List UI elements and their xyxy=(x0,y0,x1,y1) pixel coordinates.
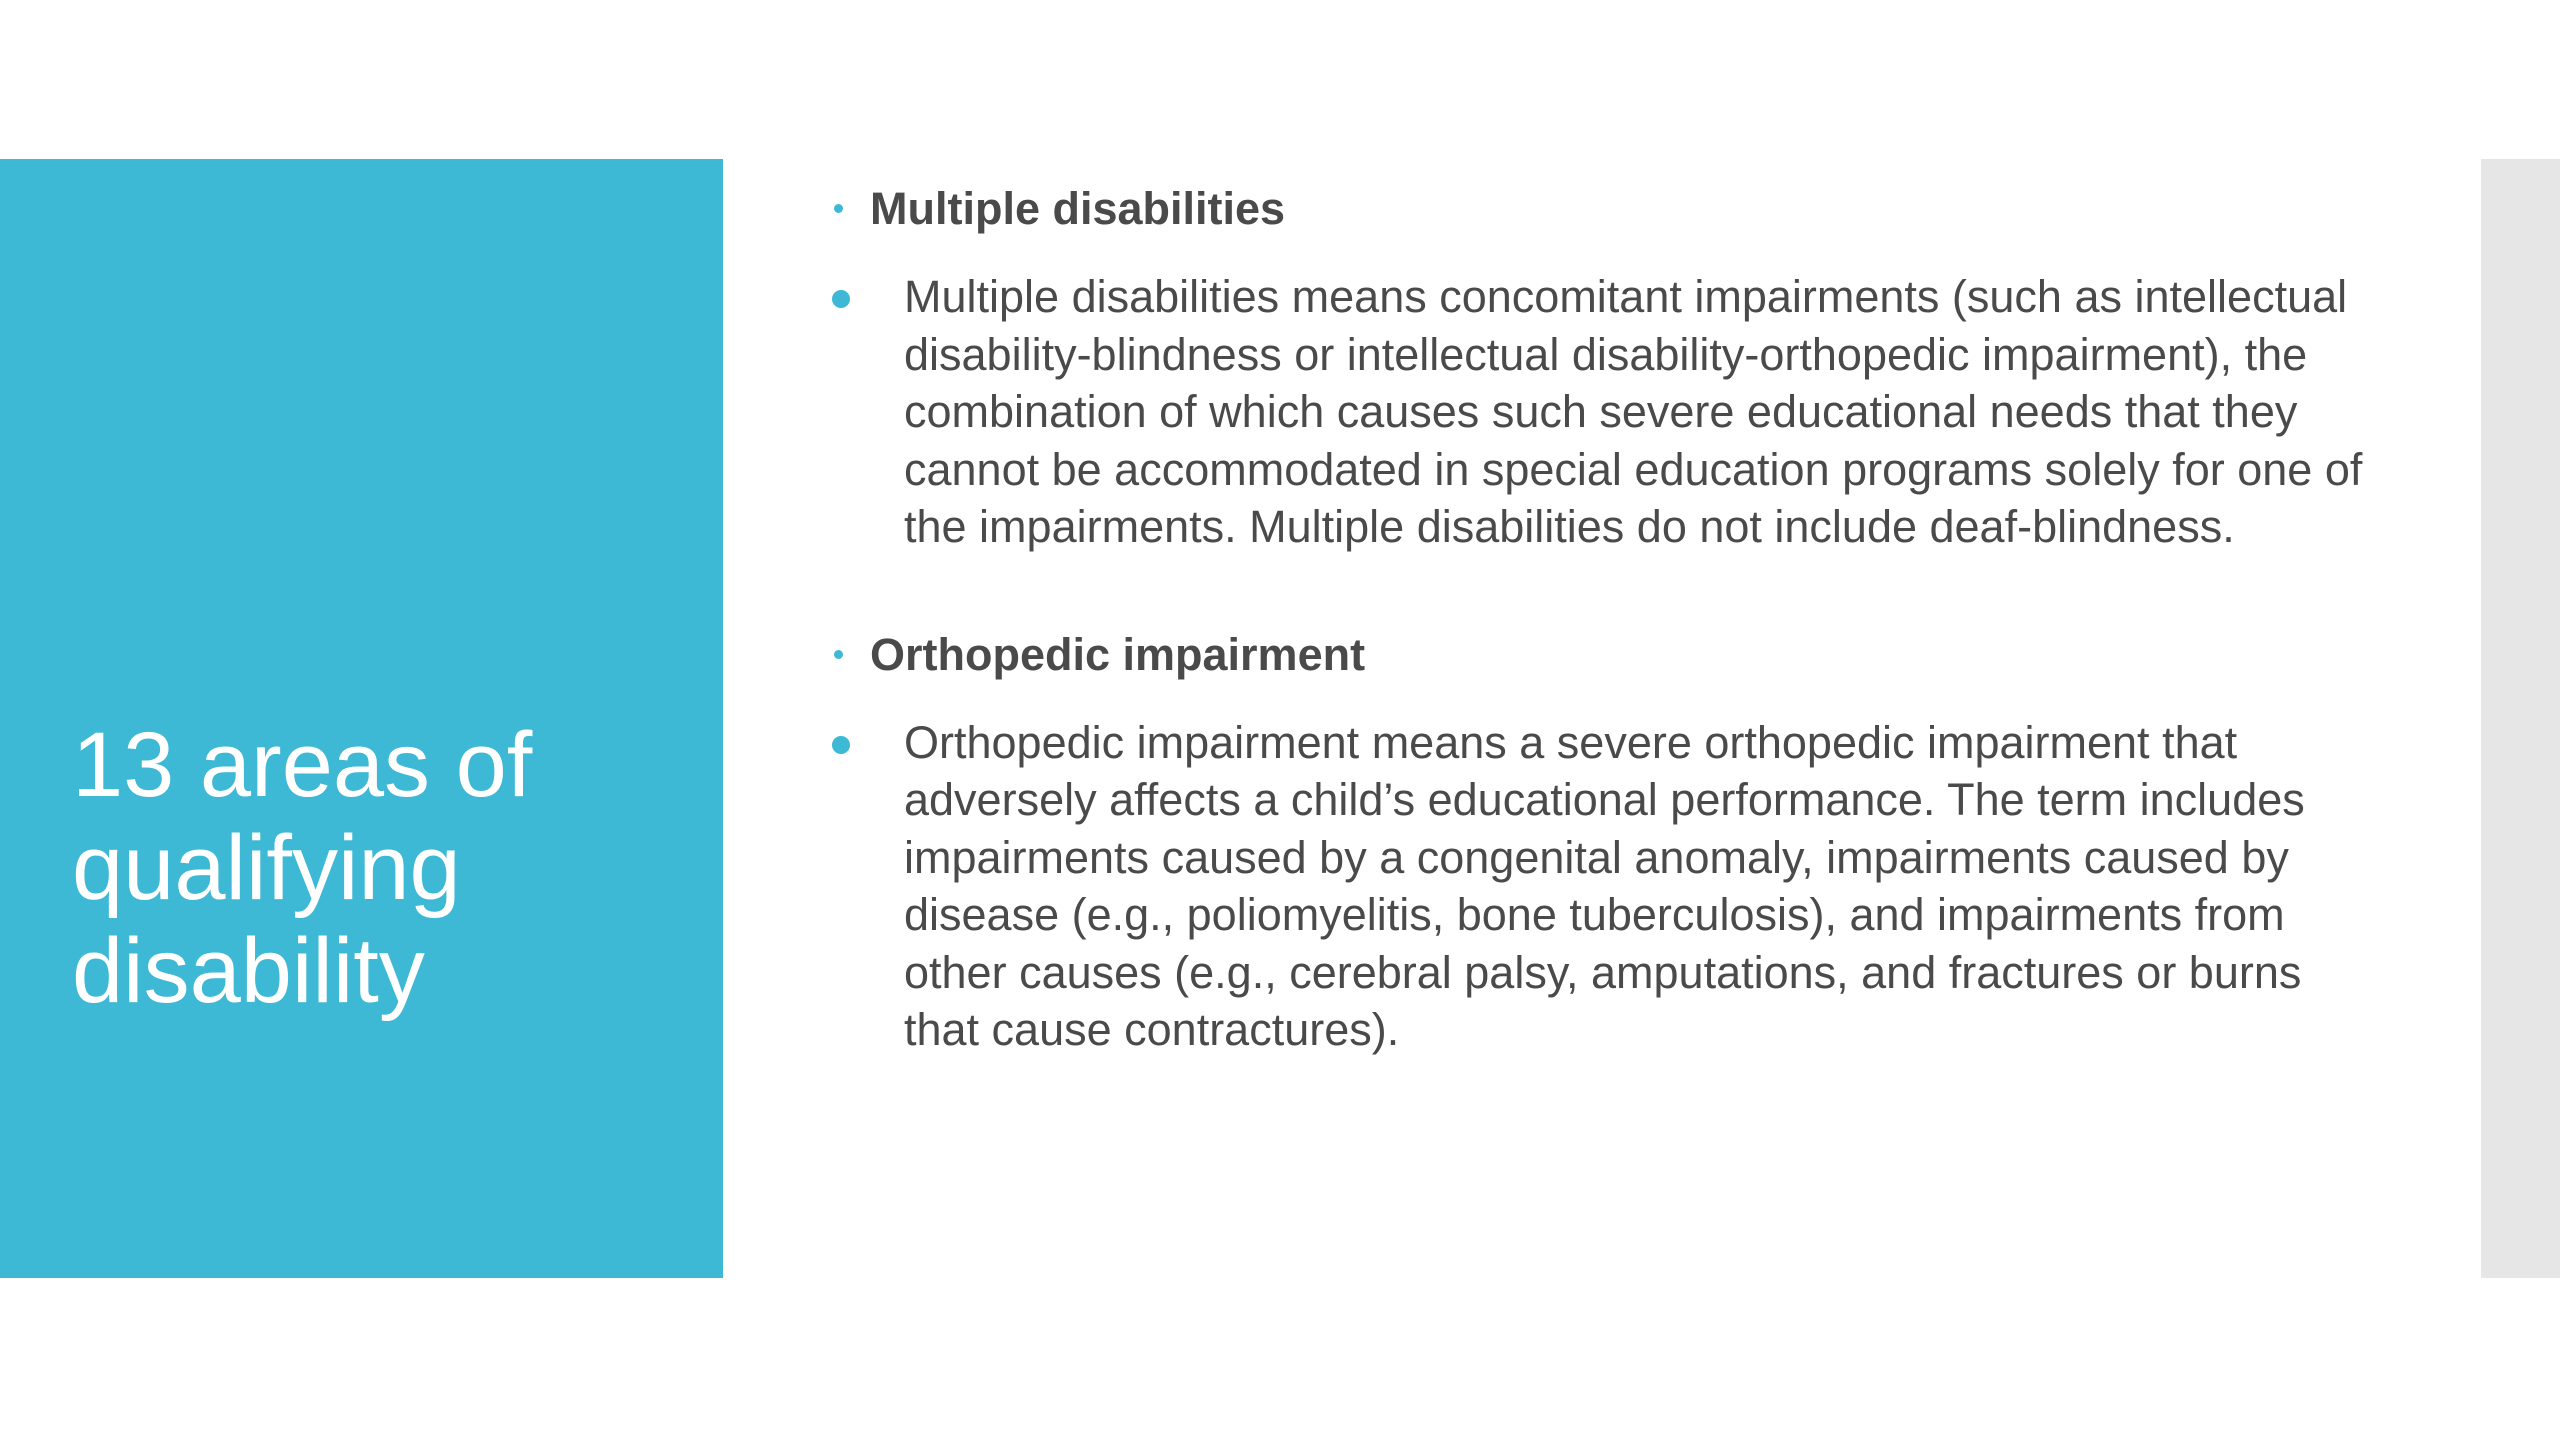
title-panel xyxy=(0,159,723,1278)
section-body-text: Multiple disabilities means concomitant impairments (such as intellectual disability-blindness or intellectual disability-orthopedic impairment), the combination of which causes such severe educational needs that they cannot be accommodated in special education programs solely for one of the impairments. Multiple disabilities do not include deaf-blindness. xyxy=(904,271,2363,552)
section-body-text: Orthopedic impairment means a severe orthopedic impairment that adversely affects a child’s educational performance. The term includes impairments caused by a congenital anomaly, impairments caused by disease (e.g., poliomyelitis, bone tuberculosis), and impairments from other causes (e.g., cerebral palsy, amputations, and fractures or burns that cause contractures). xyxy=(904,716,2305,1055)
section-heading-multiple-disabilities xyxy=(820,180,2380,238)
section-body-multiple-disabilities xyxy=(820,268,2380,556)
bullet-dot-icon xyxy=(832,290,850,308)
section-body-orthopedic-impairment xyxy=(820,714,2380,1059)
slide-content xyxy=(820,180,2380,1059)
section-spacer xyxy=(820,556,2380,626)
section-heading-orthopedic-impairment xyxy=(820,626,2380,684)
section-heading-text: Orthopedic impairment xyxy=(870,628,1366,680)
bullet-dot-icon xyxy=(834,204,843,213)
right-decorative-strip xyxy=(2481,159,2560,1278)
bullet-dot-icon xyxy=(834,650,843,659)
bullet-dot-icon xyxy=(832,736,850,754)
section-heading-text: Multiple disabilities xyxy=(870,183,1286,234)
slide-title: 13 areas of qualifying disability xyxy=(72,714,533,1022)
